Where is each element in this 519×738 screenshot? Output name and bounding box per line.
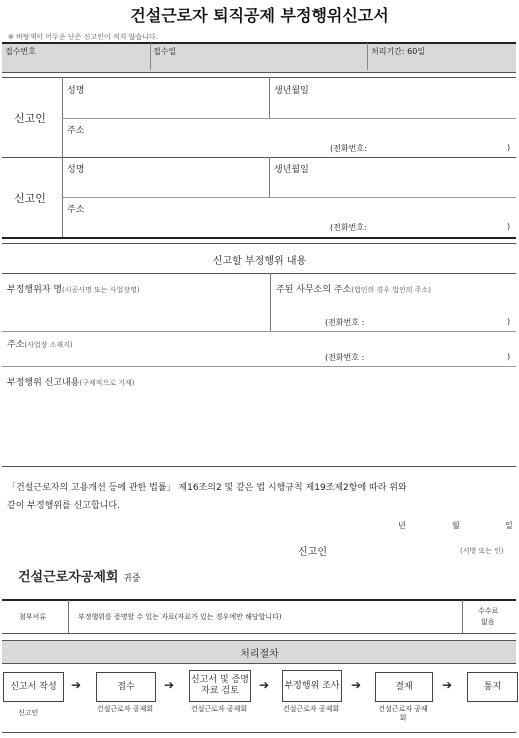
date-year-label: 년 <box>398 521 406 530</box>
step-owner-investigation: 건설근로자 공제회 <box>282 705 340 713</box>
reporter-name-label-1: 성명 <box>67 86 85 96</box>
reporter-birth-label-1: 생년월일 <box>274 86 309 96</box>
arrow-right-icon: ➔ <box>351 678 362 692</box>
receipt-row <box>2 42 516 73</box>
step-investigation: 부정행위 조사 <box>282 670 342 702</box>
step-owner-approval: 건설근로자 공제회 <box>378 705 428 722</box>
arrow-right-icon: ➔ <box>164 678 175 692</box>
arrow-right-icon: ➔ <box>71 678 82 692</box>
reporter-phone-close-1: ) <box>507 143 511 152</box>
reporter-phone-close-2: ) <box>507 222 511 231</box>
offender-office-phone-close: ) <box>507 317 511 326</box>
reporter-address-label-2: 주소 <box>67 205 85 215</box>
reporter-label-2: 신고인 <box>14 192 46 205</box>
reporter-address-label-1: 주소 <box>67 126 85 136</box>
attachment-content: 부정행위를 증명할 수 있는 자료(자료가 있는 경우에만 해당합니다) <box>78 613 282 621</box>
date-day-label: 일 <box>505 521 513 530</box>
arrow-right-icon: ➔ <box>259 678 270 692</box>
receipt-number-label: 접수번호 <box>5 47 36 56</box>
attachment-label: 첨부서류 <box>19 613 47 621</box>
procedure-title: 처리절차 <box>240 649 279 660</box>
sign-hint: (서명 또는 인) <box>460 547 504 555</box>
step-write-report: 신고서 작성 <box>3 672 64 702</box>
reporter-name-label-2: 성명 <box>67 165 85 175</box>
statement-line-2: 같이 부정행위를 신고합니다. <box>7 501 120 511</box>
fee-label: 수수료 <box>478 607 499 615</box>
step-owner-reporter: 신고인 <box>18 709 39 717</box>
offender-address-label: 주소(사업장 소재지) <box>7 340 73 350</box>
receipt-date-label: 접수일 <box>153 47 177 56</box>
offender-office-label: 주된 사무소의 주소(법인의 경우 법인의 주소) <box>276 285 432 295</box>
date-month-label: 월 <box>452 521 460 530</box>
processing-period-label: 처리기간: 60일 <box>371 47 426 56</box>
fee-value: 없음 <box>481 618 495 626</box>
step-notification: 통지 <box>467 672 518 702</box>
arrow-right-icon: ➔ <box>442 678 453 692</box>
offender-address-phone-label: (전화번호 : <box>325 353 365 362</box>
section-title: 신고할 부정행위 내용 <box>212 256 307 267</box>
step-receipt: 접수 <box>96 672 156 702</box>
reporter-phone-label-1: (전화번호: <box>330 144 367 153</box>
step-owner-receipt: 건설근로자 공제회 <box>96 705 154 713</box>
offender-name-label: 부정행위자 명(시공사명 또는 사업장명) <box>7 285 140 295</box>
offender-address-phone-close: ) <box>507 352 511 361</box>
reporter-birth-label-2: 생년월일 <box>274 165 309 175</box>
step-owner-review: 건설근로자 공제회 <box>190 705 248 713</box>
reporter-phone-label-2: (전화번호: <box>330 223 367 232</box>
report-content-label: 부정행위 신고내용(구체적으로 기재) <box>7 378 135 388</box>
offender-office-phone-label: (전화번호 : <box>325 318 365 327</box>
reporter-label-1: 신고인 <box>14 112 46 125</box>
statement-line-1: 「건설근로자의 고용개선 등에 관한 법률」 제16조의2 및 같은 법 시행규칙 제19조제2항에 따라 위와 <box>7 483 407 493</box>
instruction-note: ※ 바탕색이 어두운 난은 신고인이 적지 않습니다. <box>8 33 158 41</box>
step-review: 신고서 및 증명자료 검토 <box>189 670 251 702</box>
step-approval: 결재 <box>375 672 433 702</box>
signer-label: 신고인 <box>298 547 327 558</box>
recipient-label: 건설근로자공제회 귀중 <box>18 570 141 585</box>
page-title: 건설근로자 퇴직공제 부정행위신고서 <box>130 6 389 25</box>
